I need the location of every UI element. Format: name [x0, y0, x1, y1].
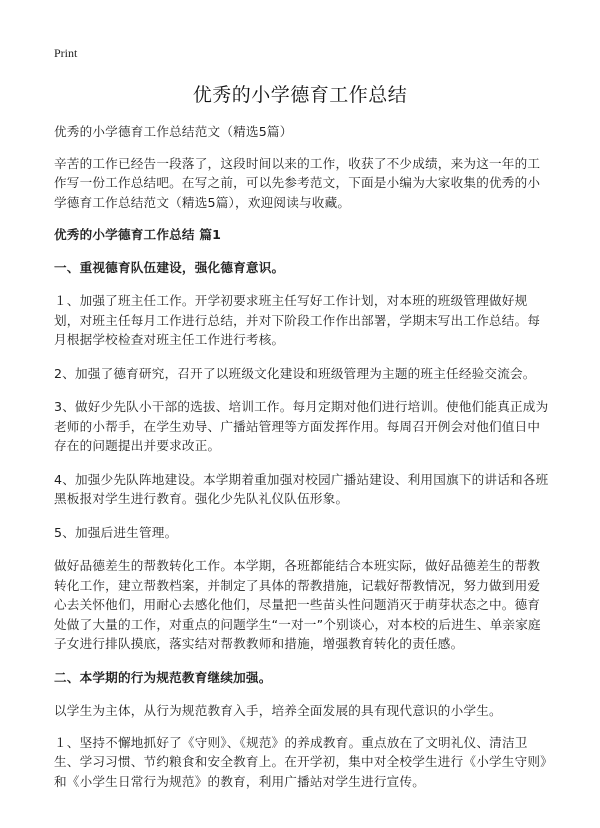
section-heading-1: 一、重视德育队伍建设，强化德育意识。 — [54, 259, 285, 275]
paragraph-1-4: 4、加强少先队阵地建设。本学期着重加强对校园广播站建设、利用国旗下的讲话和各班黑板报对学生进行教育。强化少先队礼仪队伍形象。 — [54, 471, 549, 506]
paragraph-1-2: 2、加强了德育研究，召开了以班级文化建设和班级管理为主题的班主任经验交流会。 — [54, 365, 536, 381]
paragraph-1-3: 3、做好少先队小干部的选拔、培训工作。每月定期对他们进行培训。使他们能真正成为老师的小帮手，在学生劝导、广播站管理等方面发挥作用。每周召开例会对他们值日中存在的问题提出并要求改正。 — [54, 399, 549, 453]
document-title: 优秀的小学德育工作总结 — [192, 84, 408, 106]
document-body — [54, 122, 550, 805]
paragraph-1-1: １、加强了班主任工作。开学初要求班主任写好工作计划，对本班的班级管理做好规划，对班主任每月工作进行总结，并对下阶段工作作出部署，学期末写出工作总结。每月根据学校检查对班主任工作进行考核。 — [54, 293, 541, 347]
intro-paragraph: 辛苦的工作已经告一段落了，这段时间以来的工作，收获了不少成绩，来为这一年的工作写一份工作总结吧。在写之前，可以先参考范文，下面是小编为大家收集的优秀的小学德育工作总结范文（精选5篇），欢迎阅读与收藏。 — [54, 155, 541, 210]
article-heading: 优秀的小学德育工作总结 篇1 — [54, 227, 222, 242]
print-link[interactable]: Print — [54, 46, 78, 60]
section-heading-2: 二、本学期的行为规范教育继续加强。 — [54, 669, 272, 685]
paragraph-1-5: 5、加强后进生管理。 — [54, 524, 178, 540]
paragraph-1-6: 做好品德差生的帮教转化工作。本学期，各班都能结合本班实际，做好品德差生的帮教转化工作，建立帮教档案，并制定了具体的帮教措施，记载好帮教情况，努力做到用爱心去关怀他们，用耐心去感化他们，尽量把一些苗头性问题消灭于萌芽状态之中。德育处做了大量的工作，对重点的问题学生“一对一”个别谈心，对本校的后进生、单亲家庭子女进行排队摸底，落实结对帮教教师和措施，增强教育转化的责任感。 — [54, 558, 541, 651]
paragraph-2-1: 以学生为主体，从行为规范教育入手，培养全面发展的具有现代意识的小学生。 — [54, 703, 502, 718]
paragraph-2-2: １、坚持不懈地抓好了《守则》、《规范》的养成教育。重点放在了文明礼仪、清洁卫生、学习习惯、节约粮食和安全教育上。在开学初，集中对全校学生进行《小学生守则》和《小学生日常行为规范》的教育，利用广播站对学生进行宣传。 — [54, 734, 547, 789]
document-subtitle: 优秀的小学德育工作总结范文（精选5篇） — [54, 124, 293, 139]
